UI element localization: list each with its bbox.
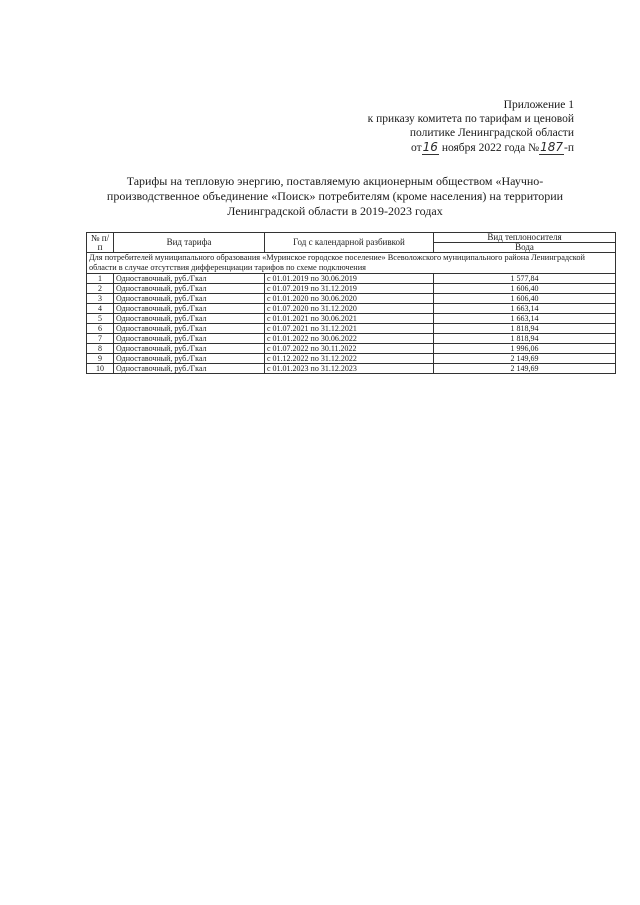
row-number: 4 [87, 304, 114, 314]
row-value: 1 577,84 [434, 274, 616, 284]
row-tariff-type: Одноставочный, руб./Гкал [114, 284, 265, 294]
row-number: 8 [87, 344, 114, 354]
table-row [87, 324, 616, 334]
row-period: с 01.07.2019 по 31.12.2019 [265, 284, 434, 294]
row-tariff-type: Одноставочный, руб./Гкал [114, 344, 265, 354]
appendix-block [314, 98, 574, 155]
row-number: 10 [87, 364, 114, 374]
row-number: 7 [87, 334, 114, 344]
row-tariff-type: Одноставочный, руб./Гкал [114, 294, 265, 304]
row-tariff-type: Одноставочный, руб./Гкал [114, 314, 265, 324]
appendix-committee-line: политике Ленинградской области [409, 127, 574, 139]
table-row [87, 334, 616, 344]
row-period: с 01.07.2022 по 30.11.2022 [265, 344, 434, 354]
table-row [87, 354, 616, 364]
row-tariff-type: Одноставочный, руб./Гкал [114, 364, 265, 374]
row-period: с 01.01.2019 по 30.06.2019 [265, 274, 434, 284]
row-tariff-type: Одноставочный, руб./Гкал [114, 274, 265, 284]
row-number: 2 [87, 284, 114, 294]
tariff-table [86, 232, 616, 374]
row-number: 6 [87, 324, 114, 334]
row-number: 1 [87, 274, 114, 284]
header-period: Год с календарной разбивкой [265, 233, 434, 253]
row-value: 1 818,94 [434, 324, 616, 334]
handwritten-order-number: 187 [540, 140, 564, 154]
date-prefix: от [411, 142, 422, 154]
row-value: 1 606,40 [434, 284, 616, 294]
header-heat-carrier: Вид теплоносителя [434, 233, 616, 243]
appendix-heading: Приложение 1 [503, 99, 574, 111]
row-period: с 01.01.2020 по 30.06.2020 [265, 294, 434, 304]
table-row [87, 344, 616, 354]
appendix-order-line: к приказу комитета по тарифам и ценовой [367, 113, 574, 125]
row-value: 1 606,40 [434, 294, 616, 304]
table-row [87, 314, 616, 324]
row-number: 9 [87, 354, 114, 364]
row-period: с 01.01.2022 по 30.06.2022 [265, 334, 434, 344]
row-period: с 01.07.2021 по 31.12.2021 [265, 324, 434, 334]
row-number: 5 [87, 314, 114, 324]
table-row [87, 364, 616, 374]
row-tariff-type: Одноставочный, руб./Гкал [114, 334, 265, 344]
row-period: с 01.12.2022 по 31.12.2022 [265, 354, 434, 364]
table-row [87, 294, 616, 304]
row-value: 1 996,06 [434, 344, 616, 354]
row-tariff-type: Одноставочный, руб./Гкал [114, 324, 265, 334]
row-value: 2 149,69 [434, 364, 616, 374]
header-number: № п/п [87, 233, 114, 253]
document-title: Тарифы на тепловую энергию, поставляемую акционерным обществом «Научно-производственное объединение «Поиск» потребителям (кроме населения) на территории Ленинградской области в 2019-2023 годах [106, 174, 564, 218]
table-row [87, 304, 616, 314]
row-value: 1 663,14 [434, 314, 616, 324]
row-tariff-type: Одноставочный, руб./Гкал [114, 354, 265, 364]
row-period: с 01.01.2021 по 30.06.2021 [265, 314, 434, 324]
handwritten-day: 16 [422, 140, 438, 154]
row-number: 3 [87, 294, 114, 304]
row-period: с 01.01.2023 по 31.12.2023 [265, 364, 434, 374]
header-tariff-type: Вид тарифа [114, 233, 265, 253]
row-tariff-type: Одноставочный, руб./Гкал [114, 304, 265, 314]
row-value: 2 149,69 [434, 354, 616, 364]
header-water: Вода [434, 243, 616, 253]
date-middle: ноября 2022 года № [441, 142, 540, 154]
appendix-date-line [314, 140, 574, 155]
group-label: Для потребителей муниципального образования «Муринское городское поселение» Всеволожского муниципального района Ленинградской области в случае отсутствия дифференциации тарифов по схеме подключения [87, 253, 616, 274]
table-row [87, 284, 616, 294]
row-value: 1 663,14 [434, 304, 616, 314]
row-period: с 01.07.2020 по 31.12.2020 [265, 304, 434, 314]
table-row [87, 274, 616, 284]
date-suffix: -п [564, 142, 574, 154]
row-value: 1 818,94 [434, 334, 616, 344]
